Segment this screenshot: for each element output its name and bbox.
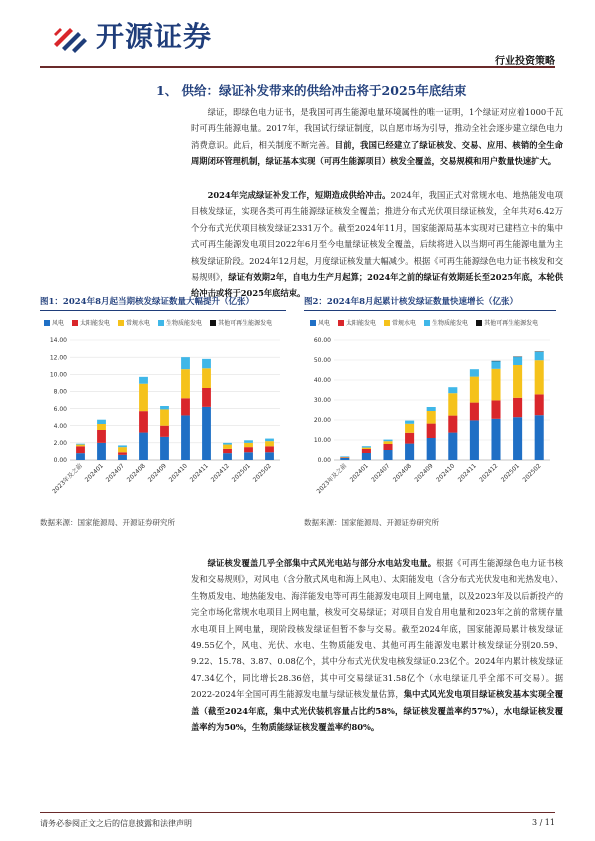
bar-segment xyxy=(470,403,479,421)
x-tick-label: 202501 xyxy=(499,462,522,484)
bar-segment xyxy=(405,424,414,433)
bar-segment xyxy=(244,447,253,452)
bar-segment xyxy=(160,409,169,425)
bar-segment xyxy=(202,359,211,368)
bar-segment xyxy=(97,420,106,424)
y-tick-label: 4.00 xyxy=(53,422,67,430)
bar-segment xyxy=(535,360,544,394)
bar-segment xyxy=(513,398,522,417)
y-tick-label: 6.00 xyxy=(53,405,67,413)
bar-segment xyxy=(513,357,522,365)
figure-2-legend xyxy=(310,318,538,327)
emphasis-text: 2024年完成绿证补发工作，短期造成供给冲击。 xyxy=(207,190,391,200)
legend-swatch xyxy=(384,320,390,326)
paragraph-text xyxy=(191,104,563,170)
legend-item xyxy=(384,318,416,327)
y-tick-label: 50.00 xyxy=(313,357,331,365)
legend-item xyxy=(338,318,376,327)
legend-item xyxy=(210,318,272,327)
bar-segment xyxy=(118,455,127,460)
x-tick-label: 202412 xyxy=(478,462,500,484)
bar-segment xyxy=(470,420,479,460)
y-tick-label: 0.00 xyxy=(53,457,67,465)
bar-segment xyxy=(405,433,414,444)
legend-swatch xyxy=(210,320,216,326)
bar-segment xyxy=(76,444,85,445)
bar-segment xyxy=(265,441,274,446)
legend-label: 太阳能发电 xyxy=(80,320,111,327)
bar-segment xyxy=(491,419,500,460)
x-tick-label: 202411 xyxy=(188,462,210,484)
y-tick-label: 10.00 xyxy=(313,437,331,445)
emphasis-text: 绿证有效期2年，自电力生产月起算；2024年之前的绿证有效期延长至2025年底，本轮供给冲击或将于2025年底结束。 xyxy=(191,272,563,299)
logo-text: 开源证券 xyxy=(96,20,213,53)
document-type-label: 行业投资策略 xyxy=(495,56,555,67)
emphasis-text: 目前，我国已经建立了绿证核发、交易、应用、核销的全生命周期闭环管理机制，绿证基本实现（可再生能源项目）核发全覆盖，交易规模和用户数量快速扩大。 xyxy=(191,139,563,167)
legend-item xyxy=(476,318,538,327)
x-tick-label: 202410 xyxy=(435,462,457,484)
figure-2-title: 图2：2024年8月起累计核发绿证数量快速增长（亿张） xyxy=(304,297,518,307)
paragraph-text xyxy=(191,555,563,735)
bar-segment xyxy=(383,441,392,444)
bar-segment xyxy=(202,407,211,460)
x-tick-label: 202401 xyxy=(348,462,370,484)
x-tick-label: 202411 xyxy=(456,462,478,484)
emphasis-text: 绿证核发覆盖几乎全部集中式风光电站与部分水电站发电量。 xyxy=(207,558,437,568)
legend-label: 太阳能发电 xyxy=(346,320,377,327)
logo-mark-icon xyxy=(50,20,90,54)
x-tick-label: 202401 xyxy=(83,462,105,484)
legend-swatch xyxy=(118,320,124,326)
x-tick-label: 202412 xyxy=(209,462,231,484)
legend-item xyxy=(72,318,110,327)
y-tick-label: 60.00 xyxy=(313,337,331,345)
bar-segment xyxy=(118,452,127,455)
bar-segment xyxy=(362,453,371,460)
legend-swatch xyxy=(72,320,78,326)
x-tick-label: 202408 xyxy=(125,462,147,484)
y-tick-label: 2.00 xyxy=(53,440,67,448)
bar-segment xyxy=(362,449,371,453)
bar-segment xyxy=(223,443,232,445)
bar-segment xyxy=(405,444,414,460)
legend-item xyxy=(158,318,202,327)
y-tick-label: 10.00 xyxy=(49,371,67,379)
bar-segment xyxy=(535,394,544,415)
legend-swatch xyxy=(338,320,344,326)
bar-segment xyxy=(118,445,127,447)
bar-segment xyxy=(448,393,457,415)
bar-segment xyxy=(513,365,522,398)
y-tick-label: 12.00 xyxy=(49,354,67,362)
legend-label: 生物质能发电 xyxy=(432,320,469,327)
bar-segment xyxy=(202,388,211,407)
legend-item xyxy=(44,318,64,327)
bar-segment xyxy=(427,438,436,460)
bar-segment xyxy=(535,415,544,460)
bar-segment xyxy=(160,406,169,409)
y-tick-label: 8.00 xyxy=(53,388,67,396)
section-title: 1、 供给：绿证补发带来的供给冲击将于2025年底结束 xyxy=(156,83,467,98)
bar-segment xyxy=(427,424,436,438)
bar-segment xyxy=(448,387,457,393)
figure-2-chart xyxy=(304,332,556,512)
body-text: 根据《可再生能源绿色电力证书核发和交易规则》，对风电（含分散式风电和海上风电）、太阳能发电（含分布式光伏发电和光热发电）、生物质发电、地热能发电、海洋能发电等可再生能源发电项目上网电量，以及2023年及以后新投产的完全市场化常规水电项目上网电量，核发可交易绿证；对项目自发自用电量和2023年之前的常规存量水电项目上网电量，现阶段核发绿证但暂不参与交易。截至2024年底，国家能源局累计核发绿证49.55亿个，风电、光伏、水电、生物质能发电、其他可再生能源发电累计核发绿证分别20.59、9.22、15.78、3.87、0.08亿个，其中分布式光伏发电核发绿证0.23亿个。2024年内累计核发绿证47.34亿个，同比增长28.36倍，其中可交易绿证31.58亿个（水电绿证几乎全部不可交易）。据2022-2024年全国可再生能源发电量与绿证核发量估算， xyxy=(191,558,563,700)
bar-segment xyxy=(97,424,106,430)
bar-segment xyxy=(244,440,253,443)
x-tick-label: 2023年及之前 xyxy=(51,462,84,496)
bar-segment xyxy=(76,453,85,460)
x-tick-label: 202407 xyxy=(104,462,126,484)
bar-segment xyxy=(470,377,479,403)
figure-1-legend xyxy=(44,318,272,327)
legend-swatch xyxy=(44,320,50,326)
bar-segment xyxy=(139,433,148,460)
legend-label: 其他可再生能源发电 xyxy=(218,320,273,327)
figure-1-source: 数据来源：国家能源局、开源证券研究所 xyxy=(40,518,175,527)
bar-segment xyxy=(265,452,274,460)
bar-segment xyxy=(181,398,190,415)
bar-segment xyxy=(491,361,500,369)
y-tick-label: 14.00 xyxy=(49,337,67,345)
x-tick-label: 202409 xyxy=(146,462,168,484)
bar-segment xyxy=(139,411,148,432)
emphasis-text: 集中式风光发电项目绿证核发基本实现全覆盖（截至2024年底，集中式光伏装机容量占比约58%，绿证核发覆盖率约57%），水电绿证核发覆盖率约为50%，生物质能绿证核发覆盖率约80%。 xyxy=(191,689,563,733)
x-tick-label: 202410 xyxy=(167,462,189,484)
bar-segment xyxy=(427,407,436,411)
x-tick-label: 202407 xyxy=(370,462,392,484)
x-tick-label: 2023年及之前 xyxy=(315,462,349,496)
figure-2-divider xyxy=(304,310,556,311)
footer-divider xyxy=(40,812,555,813)
bar-segment xyxy=(118,447,127,452)
legend-label: 风电 xyxy=(52,320,65,327)
bar-segment xyxy=(97,443,106,460)
bar-segment xyxy=(427,411,436,424)
bar-segment xyxy=(448,433,457,460)
bar-segment xyxy=(244,443,253,447)
bar-segment xyxy=(265,446,274,452)
bar-segment xyxy=(181,369,190,398)
body-text: 绿证，即绿色电力证书，是我国可再生能源电量环境属性的唯一证明，1个绿证对应着1000千瓦时可再生能源电量。2017年，我国试行绿证制度，以自愿市场为引导，推动全社会逐步建立绿色电力消费意识。此后，相关制度不断完善。 xyxy=(191,107,563,150)
legend-swatch xyxy=(158,320,164,326)
legend-label: 生物质能发电 xyxy=(166,320,203,327)
legend-label: 常规水电 xyxy=(126,320,151,327)
bar-segment xyxy=(383,444,392,450)
bar-segment xyxy=(97,430,106,443)
company-logo xyxy=(50,20,212,54)
legend-item xyxy=(424,318,468,327)
header-divider xyxy=(40,66,555,68)
bar-segment xyxy=(340,456,349,457)
bar-segment xyxy=(491,400,500,418)
x-tick-label: 202501 xyxy=(230,462,252,484)
bar-segment xyxy=(181,357,190,369)
paragraph-2 xyxy=(191,187,563,302)
y-tick-label: 20.00 xyxy=(313,417,331,425)
bar-segment xyxy=(405,421,414,424)
bar-segment xyxy=(76,445,85,447)
figure-1-divider xyxy=(40,310,286,311)
bar-segment xyxy=(383,450,392,460)
bar-segment xyxy=(223,449,232,453)
bar-segment xyxy=(448,416,457,433)
bar-segment xyxy=(513,417,522,460)
body-text: 2024年，我国正式对常规水电、地热能发电项目核发绿证，实现各类可再生能源绿证核发全覆盖；推进分布式光伏项目绿证核发，全年共对6.42万个分布式光伏项目核发绿证2331万个。截至2024年11月，国家能源局基本实现对已建档立卡的集中式可再生能源发电项目2022年6月至今电量绿证核发全覆盖，后续将进入以当期可再生能源电量为主核发绿证阶段。2024年12月起，月度绿证核发量大幅减少。根据《可再生能源绿色电力证书核发和交易规则》， xyxy=(191,190,563,283)
bar-segment xyxy=(491,369,500,401)
bar-segment xyxy=(470,369,479,376)
legend-label: 风电 xyxy=(318,320,331,327)
bar-segment xyxy=(383,440,392,442)
bar-segment xyxy=(223,445,232,449)
legend-label: 常规水电 xyxy=(392,320,417,327)
bar-segment xyxy=(340,458,349,460)
bar-segment xyxy=(362,446,371,447)
page-number: 3 / 11 xyxy=(531,818,555,827)
bar-segment xyxy=(362,448,371,449)
legend-label: 其他可再生能源发电 xyxy=(484,320,539,327)
bar-segment xyxy=(139,377,148,384)
x-tick-label: 202502 xyxy=(251,462,273,484)
x-tick-label: 202409 xyxy=(413,462,435,484)
bar-segment xyxy=(160,426,169,437)
bar-segment xyxy=(139,384,148,411)
y-tick-label: 0.00 xyxy=(317,457,331,465)
x-tick-label: 202408 xyxy=(391,462,414,484)
bar-segment xyxy=(535,352,544,361)
bar-segment xyxy=(244,452,253,460)
bar-segment xyxy=(223,453,232,460)
figure-1-chart xyxy=(40,332,286,512)
bar-segment xyxy=(265,439,274,442)
y-tick-label: 40.00 xyxy=(313,377,331,385)
x-tick-label: 202502 xyxy=(521,462,543,484)
paragraph-1 xyxy=(191,104,563,170)
legend-swatch xyxy=(310,320,316,326)
bar-segment xyxy=(76,446,85,453)
legend-item xyxy=(118,318,150,327)
legend-swatch xyxy=(424,320,430,326)
legend-item xyxy=(310,318,330,327)
legend-swatch xyxy=(476,320,482,326)
y-tick-label: 30.00 xyxy=(313,397,331,405)
bar-segment xyxy=(181,415,190,460)
bar-segment xyxy=(202,368,211,388)
bar-segment xyxy=(160,437,169,460)
paragraph-text xyxy=(191,187,563,302)
paragraph-3 xyxy=(191,555,563,735)
footer-disclaimer: 请务必参阅正文之后的信息披露和法律声明 xyxy=(40,819,192,828)
figure-1-title: 图1：2024年8月起当期核发绿证数量大幅提升（亿张） xyxy=(40,297,254,307)
figure-2-source: 数据来源：国家能源局、开源证券研究所 xyxy=(304,518,439,527)
